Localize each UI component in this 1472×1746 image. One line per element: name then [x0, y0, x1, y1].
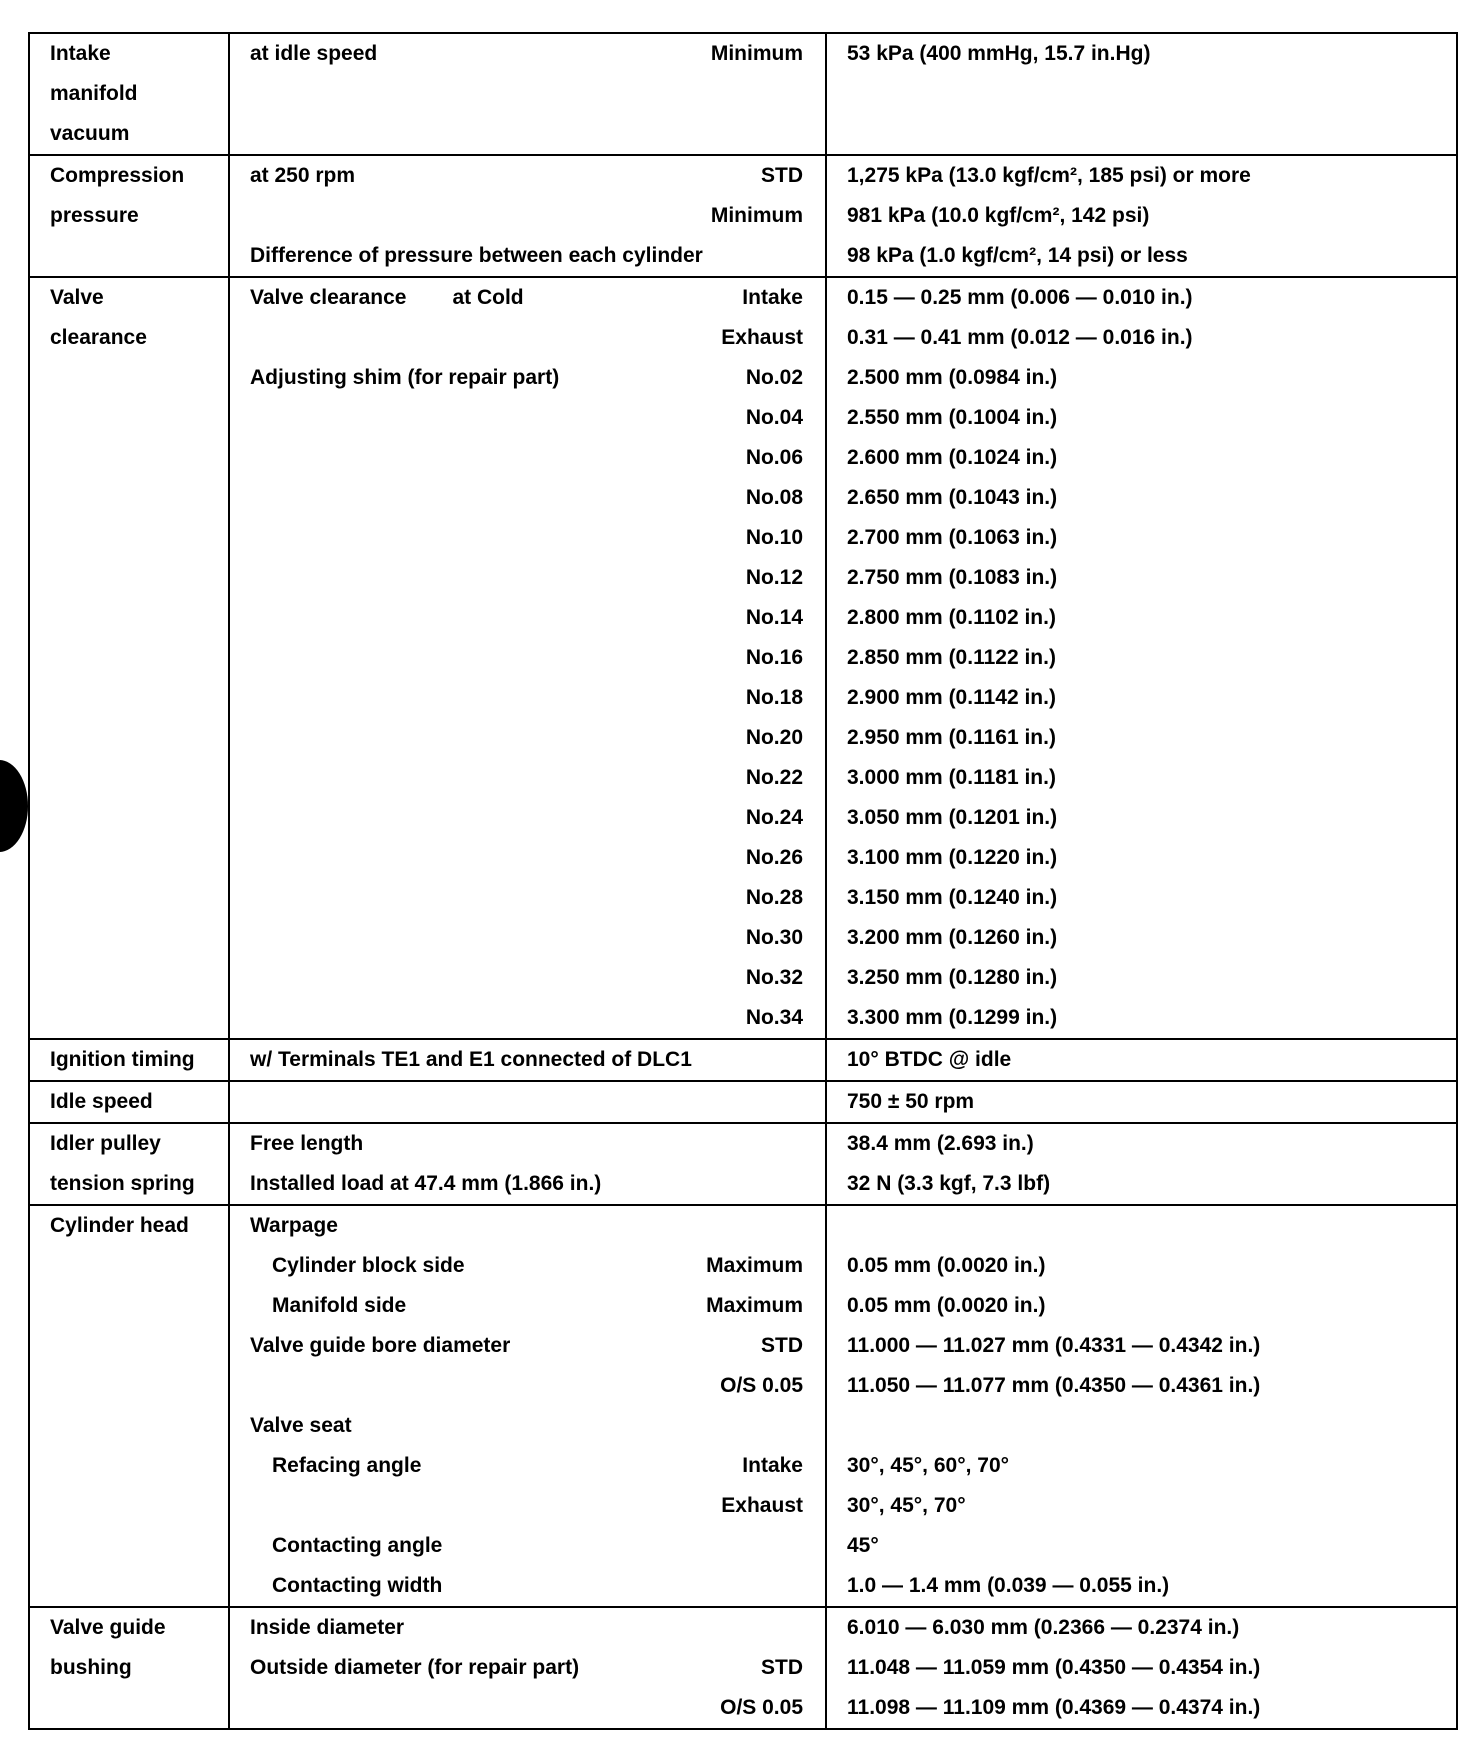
spec-value	[847, 1206, 1456, 1246]
spec-value: 1.0 — 1.4 mm (0.039 — 0.055 in.)	[847, 1574, 1170, 1597]
condition-qualifier: at Cold	[452, 286, 524, 309]
condition-line	[250, 156, 803, 196]
condition-type: Maximum	[706, 1254, 803, 1277]
condition-text: Manifold side	[272, 1294, 407, 1317]
spec-value: 3.150 mm (0.1240 in.)	[847, 886, 1058, 909]
condition-type: Exhaust	[721, 1494, 803, 1517]
spec-value: 6.010 — 6.030 mm (0.2366 — 0.2374 in.)	[847, 1616, 1240, 1639]
condition-type: Minimum	[710, 204, 803, 227]
item-label-line: Cylinder head	[50, 1214, 189, 1237]
condition-text: Free length	[250, 1132, 364, 1155]
item-label-line: Ignition timing	[50, 1048, 195, 1071]
condition-text: Difference of pressure between each cylinder	[250, 244, 703, 267]
spec-value: 1,275 kPa (13.0 kgf/cm², 185 psi) or more	[847, 164, 1251, 187]
item-label-line: Idler pulley	[50, 1132, 161, 1155]
condition-line	[250, 278, 803, 318]
condition-type: No.30	[745, 926, 803, 949]
item-label-line: Compression	[50, 164, 185, 187]
item-label-line: Valve	[50, 286, 104, 309]
condition-type: Maximum	[706, 1294, 803, 1317]
condition-line	[250, 1040, 803, 1080]
condition-line	[250, 558, 803, 598]
condition-line	[250, 678, 803, 718]
condition-line	[250, 918, 803, 958]
condition-text: w/ Terminals TE1 and E1 connected of DLC1	[250, 1048, 692, 1071]
spec-value: 11.000 — 11.027 mm (0.4331 — 0.4342 in.)	[847, 1334, 1261, 1357]
spec-value	[847, 1406, 1456, 1446]
condition-text: Contacting angle	[272, 1534, 443, 1557]
spec-value: 32 N (3.3 kgf, 7.3 lbf)	[847, 1172, 1051, 1195]
condition-cell	[229, 1205, 826, 1607]
condition-type: O/S 0.05	[720, 1374, 803, 1397]
spec-value: 0.31 — 0.41 mm (0.012 — 0.016 in.)	[847, 326, 1193, 349]
condition-type: No.26	[745, 846, 803, 869]
condition-type: No.06	[745, 446, 803, 469]
condition-text: Valve seat	[250, 1414, 352, 1437]
condition-line	[250, 998, 803, 1038]
condition-line	[250, 638, 803, 678]
value-cell	[826, 1039, 1457, 1081]
spec-row	[29, 1123, 1457, 1205]
spec-value: 2.700 mm (0.1063 in.)	[847, 526, 1058, 549]
spec-value: 2.900 mm (0.1142 in.)	[847, 686, 1056, 709]
spec-value: 30°, 45°, 70°	[847, 1494, 966, 1517]
spec-value: 3.100 mm (0.1220 in.)	[847, 846, 1058, 869]
condition-line	[250, 1688, 803, 1728]
spec-value: 2.500 mm (0.0984 in.)	[847, 366, 1058, 389]
condition-type: STD	[761, 1656, 803, 1679]
spec-value: 11.048 — 11.059 mm (0.4350 — 0.4354 in.)	[847, 1656, 1261, 1679]
value-cell	[826, 1205, 1457, 1607]
condition-line	[250, 438, 803, 478]
condition-type: No.32	[745, 966, 803, 989]
condition-line	[250, 1406, 803, 1446]
spec-row	[29, 1039, 1457, 1081]
item-label-line: vacuum	[50, 122, 130, 145]
condition-line	[250, 358, 803, 398]
condition-line	[250, 478, 803, 518]
condition-line	[250, 1206, 803, 1246]
condition-cell	[229, 277, 826, 1039]
spec-value: 53 kPa (400 mmHg, 15.7 in.Hg)	[847, 42, 1151, 65]
spec-row	[29, 1081, 1457, 1123]
condition-line	[250, 318, 803, 358]
condition-line	[250, 1648, 803, 1688]
condition-type: No.14	[745, 606, 803, 629]
spec-row	[29, 155, 1457, 277]
spec-value: 98 kPa (1.0 kgf/cm², 14 psi) or less	[847, 244, 1188, 267]
condition-line	[250, 1446, 803, 1486]
item-label-line: tension spring	[50, 1172, 195, 1195]
condition-line	[250, 236, 803, 276]
condition-text: Valve clearance	[250, 286, 407, 309]
spec-value: 3.300 mm (0.1299 in.)	[847, 1006, 1058, 1029]
specification-table-body	[29, 33, 1457, 1729]
page-edge-marker	[0, 760, 28, 852]
condition-line	[250, 398, 803, 438]
item-cell	[29, 1607, 229, 1729]
item-cell	[29, 277, 229, 1039]
condition-line	[250, 838, 803, 878]
spec-value: 38.4 mm (2.693 in.)	[847, 1132, 1034, 1155]
spec-value: 2.550 mm (0.1004 in.)	[847, 406, 1058, 429]
condition-type: STD	[761, 164, 803, 187]
item-label-line: Idle speed	[50, 1090, 153, 1113]
condition-text: Refacing angle	[272, 1454, 422, 1477]
item-cell	[29, 1205, 229, 1607]
condition-line	[250, 598, 803, 638]
condition-type: No.24	[745, 806, 803, 829]
condition-line	[250, 1246, 803, 1286]
condition-cell	[229, 33, 826, 155]
condition-line	[250, 1486, 803, 1526]
condition-type: Exhaust	[721, 326, 803, 349]
spec-value: 0.15 — 0.25 mm (0.006 — 0.010 in.)	[847, 286, 1193, 309]
condition-line	[250, 196, 803, 236]
item-cell	[29, 1081, 229, 1123]
item-label-line: manifold	[50, 82, 138, 105]
condition-text: Contacting width	[272, 1574, 443, 1597]
spec-value: 0.05 mm (0.0020 in.)	[847, 1254, 1046, 1277]
condition-line	[250, 718, 803, 758]
condition-type: Intake	[742, 286, 803, 309]
condition-cell	[229, 1123, 826, 1205]
condition-text: Valve guide bore diameter	[250, 1334, 511, 1357]
spec-value: 2.600 mm (0.1024 in.)	[847, 446, 1058, 469]
value-cell	[826, 155, 1457, 277]
condition-line	[250, 1082, 803, 1122]
item-label-line: pressure	[50, 204, 139, 227]
spec-value: 0.05 mm (0.0020 in.)	[847, 1294, 1046, 1317]
condition-type: Intake	[742, 1454, 803, 1477]
spec-value: 45°	[847, 1534, 879, 1557]
condition-text: at idle speed	[250, 42, 378, 65]
condition-cell	[229, 155, 826, 277]
condition-type: No.34	[745, 1006, 803, 1029]
condition-line	[250, 758, 803, 798]
item-label-line: Valve guide	[50, 1616, 166, 1639]
spec-value: 3.000 mm (0.1181 in.)	[847, 766, 1056, 789]
condition-line	[250, 1124, 803, 1164]
item-label-line: Intake	[50, 42, 111, 65]
condition-type: No.08	[745, 486, 803, 509]
spec-row	[29, 1205, 1457, 1607]
condition-text: Adjusting shim (for repair part)	[250, 366, 560, 389]
condition-line	[250, 518, 803, 558]
spec-value: 3.250 mm (0.1280 in.)	[847, 966, 1058, 989]
spec-row	[29, 277, 1457, 1039]
item-label-line: bushing	[50, 1656, 132, 1679]
condition-type: No.16	[745, 646, 803, 669]
item-cell	[29, 155, 229, 277]
item-cell	[29, 1123, 229, 1205]
condition-line	[250, 1326, 803, 1366]
condition-cell	[229, 1081, 826, 1123]
value-cell	[826, 1123, 1457, 1205]
condition-type: No.22	[745, 766, 803, 789]
spec-value: 10° BTDC @ idle	[847, 1048, 1012, 1071]
condition-line	[250, 1608, 803, 1648]
condition-type: No.20	[745, 726, 803, 749]
condition-text: Inside diameter	[250, 1616, 405, 1639]
value-cell	[826, 277, 1457, 1039]
spec-value: 2.750 mm (0.1083 in.)	[847, 566, 1058, 589]
spec-value: 2.650 mm (0.1043 in.)	[847, 486, 1058, 509]
condition-text: Warpage	[250, 1214, 338, 1237]
condition-line	[250, 1366, 803, 1406]
condition-line	[250, 1164, 803, 1204]
condition-type: No.28	[745, 886, 803, 909]
condition-line	[250, 958, 803, 998]
condition-type: No.04	[745, 406, 803, 429]
specification-table	[28, 32, 1458, 1730]
condition-text: Outside diameter (for repair part)	[250, 1656, 580, 1679]
condition-line	[250, 798, 803, 838]
condition-type: O/S 0.05	[720, 1696, 803, 1719]
condition-text: Installed load at 47.4 mm (1.866 in.)	[250, 1172, 602, 1195]
spec-value: 11.098 — 11.109 mm (0.4369 — 0.4374 in.)	[847, 1696, 1261, 1719]
condition-text: Cylinder block side	[272, 1254, 465, 1277]
spec-value: 2.950 mm (0.1161 in.)	[847, 726, 1056, 749]
condition-type: No.12	[745, 566, 803, 589]
spec-row	[29, 33, 1457, 155]
condition-line	[250, 34, 803, 74]
condition-cell	[229, 1607, 826, 1729]
condition-line	[250, 1526, 803, 1566]
spec-value: 2.850 mm (0.1122 in.)	[847, 646, 1056, 669]
condition-cell	[229, 1039, 826, 1081]
condition-type: No.10	[745, 526, 803, 549]
value-cell	[826, 1081, 1457, 1123]
condition-line	[250, 1566, 803, 1606]
spec-value: 3.050 mm (0.1201 in.)	[847, 806, 1058, 829]
condition-line	[250, 878, 803, 918]
item-cell	[29, 33, 229, 155]
spec-value: 11.050 — 11.077 mm (0.4350 — 0.4361 in.)	[847, 1374, 1261, 1397]
spec-value: 981 kPa (10.0 kgf/cm², 142 psi)	[847, 204, 1150, 227]
condition-line	[250, 1286, 803, 1326]
spec-row	[29, 1607, 1457, 1729]
spec-value: 3.200 mm (0.1260 in.)	[847, 926, 1058, 949]
condition-text: at 250 rpm	[250, 164, 356, 187]
condition-type: No.18	[745, 686, 803, 709]
spec-value: 2.800 mm (0.1102 in.)	[847, 606, 1056, 629]
value-cell	[826, 33, 1457, 155]
spec-value: 750 ± 50 rpm	[847, 1090, 975, 1113]
spec-value: 30°, 45°, 60°, 70°	[847, 1454, 1010, 1477]
condition-type: Minimum	[710, 42, 803, 65]
item-label-line: clearance	[50, 326, 147, 349]
condition-type: STD	[761, 1334, 803, 1357]
item-cell	[29, 1039, 229, 1081]
condition-type: No.02	[745, 366, 803, 389]
value-cell	[826, 1607, 1457, 1729]
